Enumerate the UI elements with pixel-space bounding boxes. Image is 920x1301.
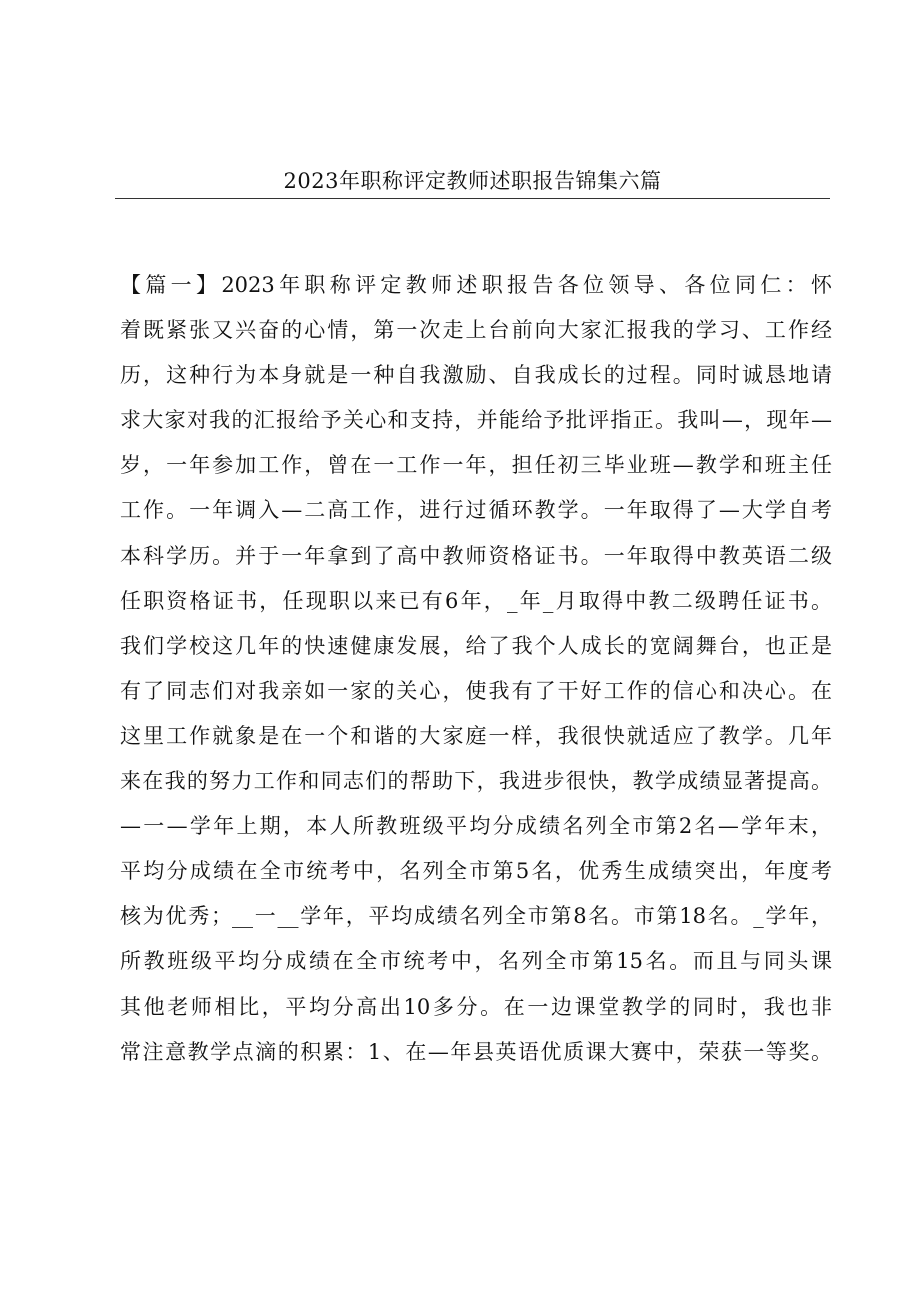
document-title: 2023年职称评定教师述职报告锦集六篇 (283, 169, 662, 193)
body-line: 历，这种行为本身就是一种自我激励、自我成长的过程。同时诚恳地请 (120, 363, 832, 388)
body-line: 任职资格证书，任现职以来已有6年，_年_月取得中教二级聘任证书。 (120, 588, 832, 613)
body-line: 岁，一年参加工作，曾在一工作一年，担任初三毕业班—教学和班主任 (120, 453, 832, 478)
body-line: 着既紧张又兴奋的心情，第一次走上台前向大家汇报我的学习、工作经 (120, 318, 832, 343)
body-line: 这里工作就象是在一个和谐的大家庭一样，我很快就适应了教学。几年 (120, 723, 832, 748)
body-line: 平均分成绩在全市统考中，名列全市第5名，优秀生成绩突出，年度考 (120, 859, 832, 884)
body-line: 我们学校这几年的快速健康发展，给了我个人成长的宽阔舞台，也正是 (120, 633, 832, 658)
body-line: 常注意教学点滴的积累：1、在—年县英语优质课大赛中，荣获一等奖。 (120, 1039, 832, 1064)
body-line: 本科学历。并于一年拿到了高中教师资格证书。一年取得中教英语二级 (120, 543, 832, 568)
body-line: 来在我的努力工作和同志们的帮助下，我进步很快，教学成绩显著提高。 (120, 769, 832, 794)
title-underline (115, 198, 830, 199)
body-line: 有了同志们对我亲如一家的关心，使我有了干好工作的信心和决心。在 (120, 678, 832, 703)
body-line: 其他老师相比，平均分高出10多分。在一边课堂教学的同时，我也非 (120, 994, 832, 1019)
document-body (120, 263, 832, 1075)
body-line: 核为优秀；__一__学年，平均成绩名列全市第8名。市第18名。_学年， (120, 904, 832, 929)
body-line: 求大家对我的汇报给予关心和支持，并能给予批评指正。我叫—，现年— (120, 408, 832, 433)
body-line: 所教班级平均分成绩在全市统考中，名列全市第15名。而且与同头课 (120, 949, 832, 974)
body-line: 【篇一】2023年职称评定教师述职报告各位领导、各位同仁：怀 (120, 273, 832, 297)
body-line: —一—学年上期，本人所教班级平均分成绩名列全市第2名—学年末， (120, 814, 832, 839)
body-line: 工作。一年调入—二高工作，进行过循环教学。一年取得了—大学自考 (120, 498, 832, 523)
